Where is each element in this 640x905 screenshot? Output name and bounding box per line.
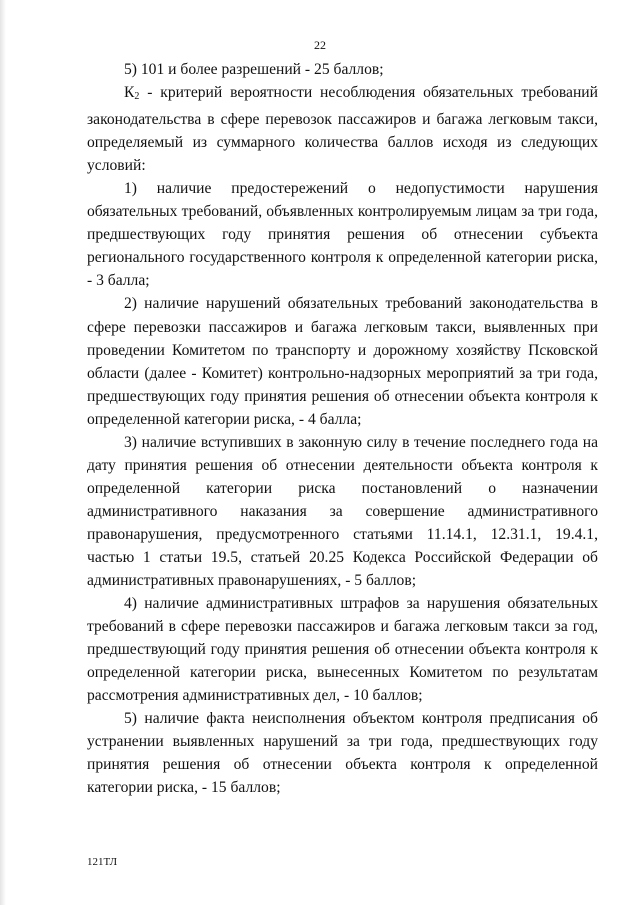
paragraph-item-5-permits: 5) 101 и более разрешений - 25 баллов; xyxy=(124,61,384,78)
paragraph-condition-4: 4) наличие административных штрафов за нарушения обязательных требований в сфере перевозки пассажиров и багажа легковым такси за год, предшествующий году принятия решения об отнесении объекта контроля к определенной категории риска, вынесенных Комитетом по результатам рассмотрения административных дел, - 10 баллов; xyxy=(87,595,598,705)
paragraph-k2-criterion xyxy=(87,81,598,177)
footer-document-code: 121ТЛ xyxy=(87,856,118,868)
k2-definition: - критерий вероятности несоблюдения обязательных требований законодательства в сфере перевозок пассажиров и багажа легковым такси, определяемый из суммарного количества баллов исходя из следующих условий: xyxy=(87,84,598,175)
page-number: 22 xyxy=(314,38,326,52)
paragraph-condition-5: 5) наличие факта неисполнения объектом контроля предписания об устранении выявленных нарушений за три года, предшествующих году принятия решения об отнесении объекта контроля к определенной категории риска, - 15 баллов; xyxy=(87,710,598,797)
scan-edge-shadow xyxy=(0,0,6,905)
k2-subscript: 2 xyxy=(134,91,140,103)
paragraph-condition-1: 1) наличие предостережений о недопустимости нарушения обязательных требований, объявленных контролируемым лицам за три года, предшествующих году принятия решения об отнесении субъекта регионального государственного контроля к определенной категории риска, - 3 балла; xyxy=(87,180,598,290)
k2-symbol: К xyxy=(124,84,135,102)
document-body xyxy=(87,58,598,800)
paragraph-condition-3: 3) наличие вступивших в законную силу в течение последнего года на дату принятия решения об отнесении деятельности объекта контроля к определенной категории риска постановлений о назначении административного наказания за совершение административного правонарушения, предусмотренного статьями 11.14.1, 12.31.1, 19.4.1, частью 1 статьи 19.5, статьей 20.25 Кодекса Российской Федерации об административных правонарушениях, - 5 баллов; xyxy=(87,433,598,590)
paragraph-condition-2: 2) наличие нарушений обязательных требований законодательства в сфере перевозки пассажиров и багажа легковым такси, выявленных при проведении Комитетом по транспорту и дорожному хозяйству Псковской области (далее - Комитет) контрольно-надзорных мероприятий за три года, предшествующих году принятия решения об отнесении объекта контроля к определенной категории риска, - 4 балла; xyxy=(87,295,598,428)
